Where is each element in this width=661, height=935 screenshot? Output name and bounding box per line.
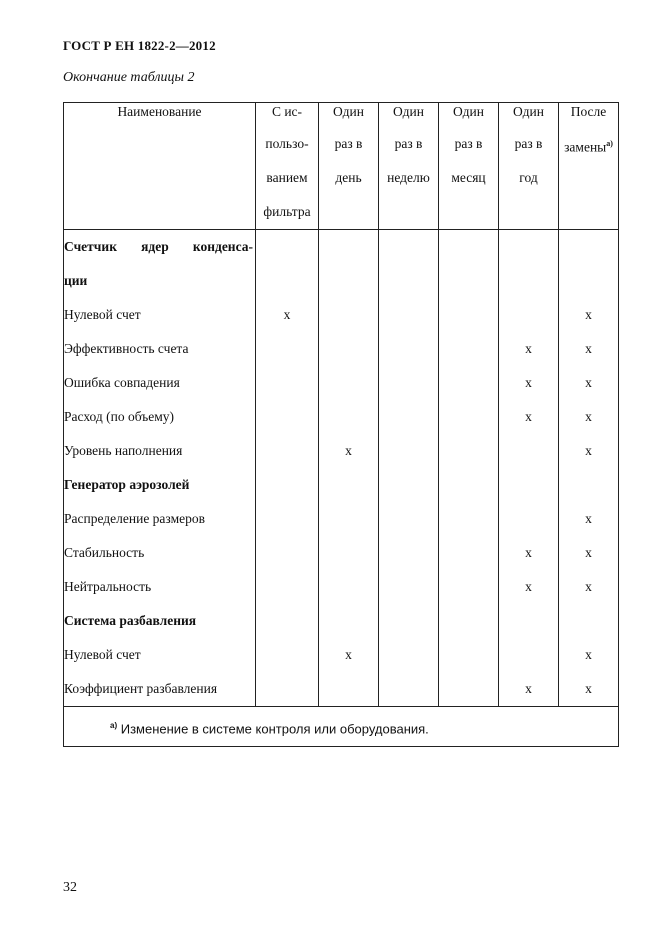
table-row — [64, 332, 619, 366]
table-row — [64, 502, 619, 536]
parameter-name: Расход (по объему) — [64, 400, 256, 434]
check-mark-cell — [439, 264, 499, 298]
check-mark-cell — [499, 468, 559, 502]
check-mark-cell — [379, 400, 439, 434]
check-mark-cell: x — [559, 434, 619, 468]
check-mark-cell: x — [559, 400, 619, 434]
check-mark-cell — [559, 604, 619, 638]
parameter-name: Стабильность — [64, 536, 256, 570]
check-mark-cell — [256, 366, 319, 400]
check-mark-cell — [256, 434, 319, 468]
table-row — [64, 400, 619, 434]
table-row — [64, 230, 619, 265]
column-header-monthly: Один раз в месяц — [439, 103, 499, 230]
check-mark-cell: x — [319, 638, 379, 672]
check-mark-cell: x — [256, 298, 319, 332]
check-mark-cell: x — [559, 332, 619, 366]
check-mark-cell: x — [559, 298, 619, 332]
check-mark-cell — [256, 604, 319, 638]
check-mark-cell: x — [559, 502, 619, 536]
check-mark-cell — [379, 332, 439, 366]
check-mark-cell — [319, 468, 379, 502]
footnote-text: Изменение в системе контроля или оборудования. — [120, 721, 429, 737]
parameter-name: Нейтральность — [64, 570, 256, 604]
section-heading: ции — [64, 264, 256, 298]
check-mark-cell: x — [319, 434, 379, 468]
check-mark-cell — [319, 604, 379, 638]
check-mark-cell — [439, 298, 499, 332]
check-mark-cell: x — [559, 672, 619, 707]
check-mark-cell — [379, 434, 439, 468]
parameter-name: Распределение размеров — [64, 502, 256, 536]
check-mark-cell — [256, 230, 319, 265]
check-mark-cell — [319, 366, 379, 400]
parameter-name: Нулевой счет — [64, 638, 256, 672]
check-mark-cell — [379, 366, 439, 400]
column-header-after-replacement: После замены$^{а)}$ — [559, 103, 619, 230]
check-mark-cell — [256, 638, 319, 672]
check-mark-cell: x — [559, 536, 619, 570]
check-mark-cell — [379, 672, 439, 707]
check-mark-cell: x — [499, 570, 559, 604]
check-mark-cell: x — [499, 366, 559, 400]
table-row — [64, 536, 619, 570]
check-mark-cell: x — [499, 332, 559, 366]
table-body — [64, 230, 619, 707]
footnote-marker: а) — [606, 139, 613, 148]
table-row — [64, 638, 619, 672]
check-mark-cell: x — [559, 366, 619, 400]
check-mark-cell — [256, 536, 319, 570]
check-mark-cell — [256, 332, 319, 366]
table-caption: Окончание таблицы 2 — [63, 70, 195, 85]
table-row — [64, 468, 619, 502]
check-mark-cell: x — [499, 672, 559, 707]
check-mark-cell — [439, 502, 499, 536]
check-mark-cell — [439, 434, 499, 468]
section-heading: Генератор аэрозолей — [64, 468, 256, 502]
page-number: 32 — [63, 880, 77, 895]
check-mark-cell: x — [559, 638, 619, 672]
table-row — [64, 264, 619, 298]
table-row — [64, 604, 619, 638]
parameter-name: Эффективность счета — [64, 332, 256, 366]
check-mark-cell — [499, 298, 559, 332]
check-mark-cell — [439, 332, 499, 366]
section-heading: Система разбавления — [64, 604, 256, 638]
footnote-row — [64, 707, 619, 747]
check-mark-cell — [379, 570, 439, 604]
check-mark-cell — [319, 672, 379, 707]
check-mark-cell — [439, 468, 499, 502]
check-mark-cell — [256, 264, 319, 298]
check-mark-cell — [439, 400, 499, 434]
footnote-marker: а) — [110, 721, 118, 730]
check-mark-cell — [439, 536, 499, 570]
check-mark-cell — [499, 502, 559, 536]
check-mark-cell — [379, 468, 439, 502]
check-mark-cell — [379, 604, 439, 638]
table-row — [64, 672, 619, 707]
inspection-table — [63, 102, 619, 747]
table-header-row — [64, 103, 619, 230]
check-mark-cell — [499, 638, 559, 672]
column-header-daily: Один раз в день — [319, 103, 379, 230]
check-mark-cell — [256, 672, 319, 707]
check-mark-cell — [379, 536, 439, 570]
check-mark-cell — [319, 536, 379, 570]
check-mark-cell — [319, 502, 379, 536]
check-mark-cell — [319, 400, 379, 434]
table-row — [64, 298, 619, 332]
table-row — [64, 570, 619, 604]
check-mark-cell — [319, 298, 379, 332]
check-mark-cell — [319, 264, 379, 298]
check-mark-cell — [439, 672, 499, 707]
check-mark-cell — [379, 638, 439, 672]
check-mark-cell — [379, 502, 439, 536]
section-heading: Счетчик ядер конденса- — [64, 230, 256, 265]
check-mark-cell — [559, 264, 619, 298]
footnote-cell — [64, 707, 619, 747]
check-mark-cell — [256, 468, 319, 502]
column-header-with-filter: С ис- пользо- ванием фильтра — [256, 103, 319, 230]
check-mark-cell — [379, 264, 439, 298]
table-row — [64, 434, 619, 468]
check-mark-cell — [439, 230, 499, 265]
document-header: ГОСТ Р ЕН 1822-2—2012 — [63, 38, 216, 53]
check-mark-cell — [439, 604, 499, 638]
check-mark-cell — [256, 400, 319, 434]
parameter-name: Коэффициент разбавления — [64, 672, 256, 707]
check-mark-cell — [559, 468, 619, 502]
column-header-yearly: Один раз в год — [499, 103, 559, 230]
table-row — [64, 366, 619, 400]
column-header-name: Наименование — [64, 103, 256, 230]
parameter-name: Нулевой счет — [64, 298, 256, 332]
check-mark-cell — [439, 570, 499, 604]
check-mark-cell — [379, 230, 439, 265]
check-mark-cell — [439, 366, 499, 400]
check-mark-cell — [319, 570, 379, 604]
check-mark-cell — [499, 230, 559, 265]
parameter-name: Уровень наполнения — [64, 434, 256, 468]
check-mark-cell — [319, 332, 379, 366]
check-mark-cell — [499, 604, 559, 638]
check-mark-cell: x — [559, 570, 619, 604]
check-mark-cell — [499, 434, 559, 468]
parameter-name: Ошибка совпадения — [64, 366, 256, 400]
check-mark-cell: x — [499, 400, 559, 434]
check-mark-cell — [319, 230, 379, 265]
check-mark-cell — [379, 298, 439, 332]
check-mark-cell — [439, 638, 499, 672]
check-mark-cell — [499, 264, 559, 298]
column-header-weekly: Один раз в неделю — [379, 103, 439, 230]
check-mark-cell — [256, 502, 319, 536]
check-mark-cell: x — [499, 536, 559, 570]
check-mark-cell — [559, 230, 619, 265]
check-mark-cell — [256, 570, 319, 604]
